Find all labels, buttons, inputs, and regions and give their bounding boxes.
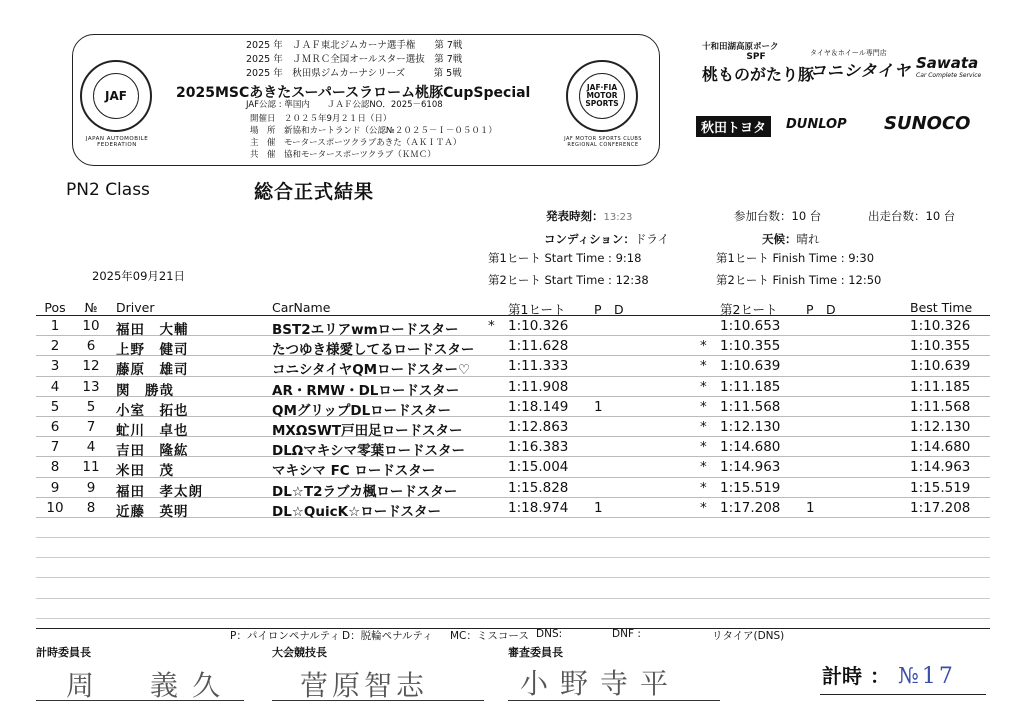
event-title: 2025MSCあきたスーパースラローム桃豚CupSpecial (176, 85, 531, 101)
cell-driver: 関 勝哉 (116, 382, 174, 399)
heat1-start: 第1ヒート Start Time : 9:18 (488, 251, 642, 265)
class-label: PN2 Class (66, 180, 150, 200)
cell-driver: 米田 茂 (116, 463, 174, 480)
legend-miscourse: MC：ミスコース (450, 630, 529, 642)
announce-time-value: 13:23 (603, 212, 633, 223)
document-title: 総合正式結果 (254, 181, 375, 203)
chief-steward-line (508, 700, 720, 701)
cell-heat2-marker: * (700, 418, 707, 435)
sponsor-momobuta-line1: 十和田湖高原ポーク (702, 42, 779, 52)
jaf-seal-ring-text: JAPAN AUTOMOBILE FEDERATION (85, 136, 149, 148)
cell-heat2-time: 1:15.519 (720, 479, 781, 496)
cell-heat2-time: 1:11.568 (720, 398, 781, 415)
cell-heat1-time: 1:12.863 (508, 418, 569, 435)
cell-driver: 小室 拓也 (116, 402, 189, 419)
cell-heat1-time: 1:18.974 (508, 499, 569, 516)
cell-best-time: 1:11.185 (910, 378, 971, 395)
cell-pos: 4 (50, 378, 60, 395)
cell-driver: 上野 健司 (116, 342, 189, 359)
cell-pd1: 1 (594, 499, 603, 516)
chief-steward-label: 審査委員長 (508, 646, 563, 659)
heat1-finish: 第1ヒート Finish Time : 9:30 (716, 251, 875, 265)
cell-driver: 近藤 英明 (116, 503, 189, 520)
condition-label: コンディション： (544, 232, 635, 246)
empty-row (36, 599, 990, 619)
cell-heat2-time: 1:11.185 (720, 378, 781, 395)
timing-number: №17 (898, 664, 956, 689)
chief-timekeeper-label: 計時委員長 (36, 646, 91, 659)
sponsor-sawata-sub: Car Complete Service (916, 72, 982, 79)
table-header-row (36, 298, 990, 316)
jaf-fia-seal-ring-text: JAF MOTOR SPORTS CLUBS REGIONAL CONFERENCE (564, 136, 642, 148)
cell-pos: 8 (50, 459, 60, 476)
cell-heat2-marker: * (700, 459, 707, 476)
cell-heat2-marker: * (700, 439, 707, 456)
cell-heat2-time: 1:10.355 (720, 338, 781, 355)
announce-time-label: 発表時刻： (546, 209, 604, 223)
announce-time (546, 208, 632, 224)
cell-no: 12 (82, 358, 100, 375)
table-row (36, 498, 990, 518)
cell-heat2-time: 1:14.680 (720, 439, 781, 456)
table-row (36, 356, 990, 379)
cell-car: たつゆき様愛してるロードスター (272, 342, 475, 359)
series-line-2: 2025 年 ＪＭＲＣ全国オールスター選抜 第 7戦 (246, 54, 463, 65)
weather-label: 天候： (762, 232, 797, 246)
sponsor-momobuta-line3: 桃ものがたり豚 (702, 65, 815, 84)
entries-count: 参加台数：10 台 (734, 209, 822, 223)
cell-pos: 6 (50, 418, 60, 435)
cell-best-time: 1:14.680 (910, 439, 971, 456)
col-best-header: Best Time (910, 300, 973, 315)
cell-no: 7 (86, 418, 96, 435)
legend-dns: DNS: (536, 628, 563, 640)
cell-car: MXΩSWT戸田足ロードスター (272, 422, 463, 439)
table-row (36, 316, 990, 336)
weather (762, 231, 820, 247)
cell-car: DL☆T2ラブカ楓ロードスター (272, 483, 458, 500)
legend-derail: D：脱輪ペナルティ (342, 630, 433, 642)
cell-no: 5 (86, 398, 96, 415)
chief-steward-signature: 小野寺平 (520, 667, 681, 700)
cell-best-time: 1:10.355 (910, 338, 971, 355)
results-table (36, 298, 990, 619)
result-date: 2025年09月21日 (92, 269, 186, 283)
cell-best-time: 1:11.568 (910, 398, 971, 415)
table-row (36, 437, 990, 460)
chief-timekeeper-signature: 周 義久 (66, 669, 235, 702)
sponsor-konishi (810, 48, 911, 81)
cell-car: コニシタイヤQMロードスター♡ (272, 362, 471, 379)
clerk-of-course-label: 大会競技長 (272, 646, 327, 659)
cell-heat1-time: 1:11.908 (508, 378, 569, 395)
timing-colon: ： (870, 664, 890, 688)
cell-no: 11 (82, 459, 100, 476)
empty-row (36, 538, 990, 558)
heat2-start: 第2ヒート Start Time : 12:38 (488, 273, 649, 287)
cell-pos: 1 (50, 318, 60, 334)
event-co-organizer: 共 催 協和モータースポーツクラブ（ＫＭＣ） (250, 150, 436, 160)
sponsor-konishi-sub: タイヤ＆ホイール専門店 (810, 49, 887, 57)
series-line-3: 2025 年 秋田県ジムカーナシリーズ 第 5戦 (246, 68, 462, 79)
sponsor-konishi-name: コニシタイヤ (810, 61, 912, 80)
sponsor-akita-toyota: 秋田トヨタ (696, 116, 771, 137)
cell-heat1-time: 1:16.383 (508, 439, 569, 456)
cell-no: 13 (82, 378, 100, 395)
cell-heat2-time: 1:10.653 (720, 318, 781, 334)
cell-heat2-marker: * (700, 499, 707, 516)
sponsor-momobuta-line2: SPF (746, 52, 766, 62)
cell-pos: 2 (50, 338, 60, 355)
cell-no: 8 (86, 499, 96, 516)
cell-heat2-time: 1:17.208 (720, 499, 781, 516)
cell-pos: 9 (50, 479, 60, 496)
jaf-seal-center: JAF (93, 73, 139, 119)
cell-car: マキシマ FC ロードスター (272, 463, 436, 480)
cell-heat1-time: 1:18.149 (508, 398, 569, 415)
jaf-fia-seal (564, 60, 642, 148)
col-driver-header: Driver (116, 300, 155, 315)
cell-heat1-time: 1:15.828 (508, 479, 569, 496)
cell-best-time: 1:10.326 (910, 318, 971, 334)
sponsor-sawata (916, 54, 981, 79)
cell-driver: 福田 大輔 (116, 322, 189, 338)
jaf-seal (80, 60, 152, 148)
event-date: 開催日 ２０２５年9月２１日（日） (250, 114, 392, 124)
cell-pos: 3 (50, 358, 60, 375)
cell-heat2-marker: * (700, 479, 707, 496)
cell-heat2-time: 1:10.639 (720, 358, 781, 375)
table-row (36, 377, 990, 397)
cell-no: 9 (86, 479, 96, 496)
legend-dnf: DNF : (612, 628, 641, 640)
cell-best-time: 1:10.639 (910, 358, 971, 375)
col-heat1-header: 第1ヒート (508, 302, 566, 317)
cell-car: BST2エリアwmロードスター (272, 322, 459, 338)
cell-best-time: 1:17.208 (910, 499, 971, 516)
sponsor-momobuta (702, 40, 815, 85)
legend-retire: リタイア(DNS) (712, 630, 785, 642)
cell-car: AR・RMW・DLロードスター (272, 382, 460, 399)
starters-count: 出走台数：10 台 (868, 209, 956, 223)
cell-car: QMグリップDLロードスター (272, 402, 452, 419)
legend-pylon: P：パイロンペナルティ (230, 630, 340, 642)
condition-value: ドライ (634, 232, 670, 246)
cell-no: 6 (86, 338, 96, 355)
jaf-fia-seal-center: JAF·FIA MOTOR SPORTS (579, 73, 625, 119)
clerk-of-course-signature: 菅原智志 (300, 669, 429, 702)
cell-heat2-time: 1:14.963 (720, 459, 781, 476)
cell-driver: 吉田 隆紘 (116, 443, 189, 460)
col-car-header: CarName (272, 300, 331, 315)
table-row (36, 417, 990, 437)
cell-heat1-time: 1:11.333 (508, 358, 569, 375)
cell-driver: 虻川 卓也 (116, 422, 189, 439)
table-row (36, 457, 990, 480)
cell-best-time: 1:12.130 (910, 418, 971, 435)
cell-heat1-time: 1:15.004 (508, 459, 569, 476)
weather-value: 晴れ (796, 232, 820, 246)
cell-heat1-marker: * (488, 318, 495, 334)
series-line-1: 2025 年 ＪＡＦ東北ジムカーナ選手権 第 7戦 (246, 40, 463, 51)
sponsor-dunlop: DUNLOP (786, 117, 847, 132)
cell-best-time: 1:15.519 (910, 479, 971, 496)
col-heat2-header: 第2ヒート (720, 302, 778, 317)
chief-timekeeper-line (36, 700, 244, 701)
empty-row (36, 558, 990, 578)
col-pd2-header: P D (806, 302, 836, 317)
timing-underline (820, 694, 986, 695)
cell-heat2-marker: * (700, 358, 707, 375)
cell-car: DL☆QuicK☆ロードスター (272, 503, 442, 520)
cell-no: 10 (82, 318, 100, 334)
cell-heat1-time: 1:10.326 (508, 318, 569, 334)
clerk-of-course-line (272, 700, 484, 701)
condition (544, 231, 669, 247)
cell-pd1: 1 (594, 398, 603, 415)
cell-car: DLΩマキシマ零葉ロードスター (272, 443, 466, 460)
cell-driver: 藤原 雄司 (116, 362, 189, 379)
cell-pd2: 1 (806, 499, 815, 516)
sponsor-sawata-name: Sawata (916, 54, 979, 72)
table-body (36, 316, 990, 518)
cell-pos: 7 (50, 439, 60, 456)
heat2-finish: 第2ヒート Finish Time : 12:50 (716, 273, 882, 287)
timing-label: 計時 (822, 664, 862, 688)
empty-row (36, 518, 990, 538)
empty-row (36, 578, 990, 598)
cell-driver: 福田 孝太朗 (116, 483, 203, 500)
cell-best-time: 1:14.963 (910, 459, 971, 476)
table-row (36, 478, 990, 498)
sponsor-sunoco: SUNOCO (884, 113, 971, 134)
cell-heat2-marker: * (700, 338, 707, 355)
cell-heat2-time: 1:12.130 (720, 418, 781, 435)
event-organizer: 主 催 モータースポーツクラブあきた（ＡＫＩＴＡ） (250, 138, 462, 148)
col-pd1-header: P D (594, 302, 624, 317)
cell-pos: 5 (50, 398, 60, 415)
col-pos-header: Pos (44, 300, 66, 315)
jaf-approval: JAF公認 : 準国内 ＪＡＦ公認NO．2025－6108 (246, 100, 443, 110)
cell-no: 4 (86, 439, 96, 456)
table-row (36, 336, 990, 359)
timing-stamp (822, 660, 956, 689)
cell-pos: 10 (46, 499, 64, 516)
event-venue: 場 所 新協和カートランド（公認№２０２５－Ｉ－０５０１） (250, 126, 497, 136)
table-row (36, 397, 990, 417)
cell-heat1-time: 1:11.628 (508, 338, 569, 355)
cell-heat2-marker: * (700, 398, 707, 415)
cell-heat2-marker: * (700, 378, 707, 395)
col-no-header: № (84, 300, 98, 315)
